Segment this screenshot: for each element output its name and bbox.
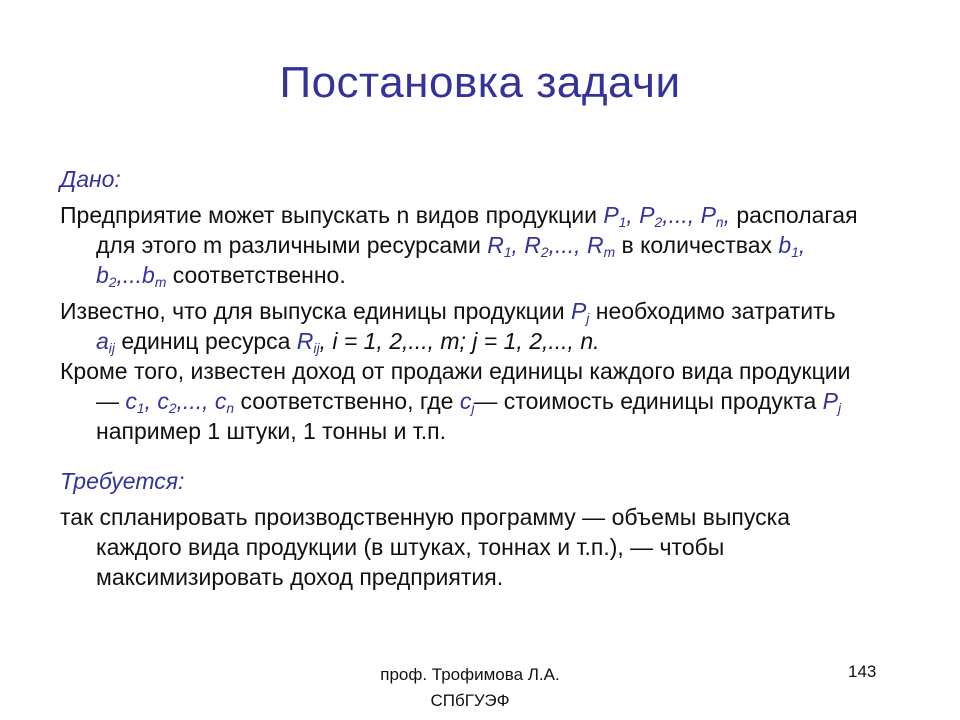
page-number: 143: [848, 662, 877, 681]
paragraph-products: Предприятие может выпускать n видов продукции $P_1$, $P_2$,..., $P_n$, располагая для этого m различными ресурсами $R_1$, $R_2$,..., $R_m$ в количествах $b_1$, $b_2,...b_m$ соответственно.: [60, 202, 858, 290]
paragraph-income: Кроме того, известен доход от продажи единицы каждого вида продукции — $c_1$, $c_2$,..., $c_n$ соответственно, где $c_j—$ стоимость единицы продукта $P_j$ например 1 штуки, 1 тонны и т.п.: [60, 358, 851, 444]
paragraph-goal: так спланировать производственную программу — объемы выпуска каждого вида продукции (в штуках, тоннах и т.п.), — чтобы максимизировать доход предприятия.: [60, 504, 790, 590]
paragraph-resource-costs: Известно, что для выпуска единицы продукции $P_j$ необходимо затратить $a_{ij}$ единиц ресурса $R_{ij}$, i = 1, 2,..., m; j = 1, 2,..., n.: [60, 298, 836, 356]
author-institution: СПбГУЭФ: [430, 691, 510, 710]
slide-body: [60, 164, 860, 592]
given-heading: Дано:: [60, 166, 121, 192]
author-name: проф. Трофимова Л.А.: [380, 665, 560, 684]
required-heading: Требуется:: [60, 468, 185, 494]
footer-author: [365, 662, 575, 714]
slide-title: Постановка задачи: [279, 58, 681, 107]
